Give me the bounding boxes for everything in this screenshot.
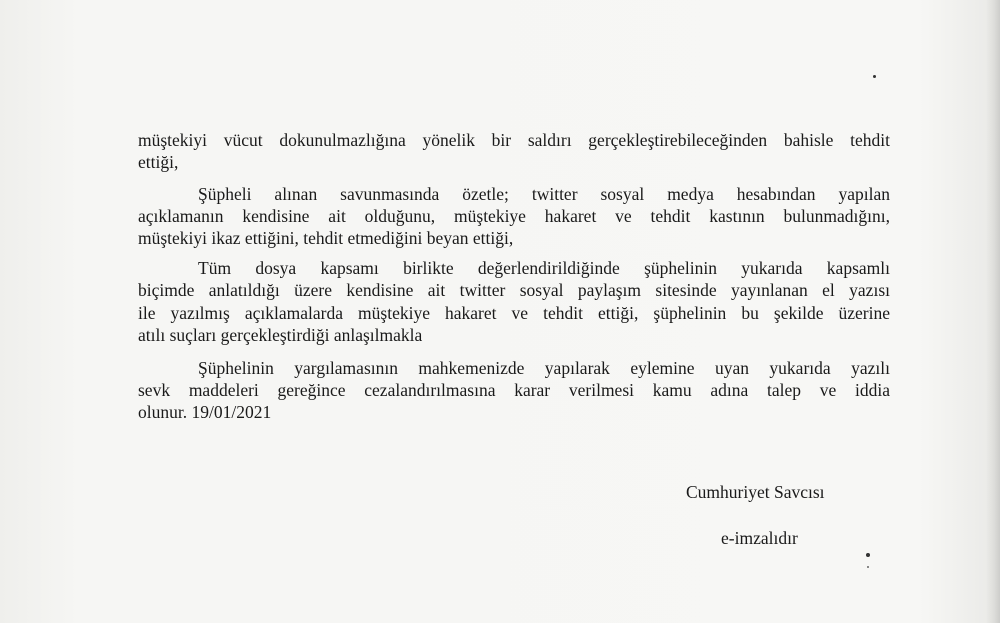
paragraph-1-line-2: ettiği, <box>138 152 179 172</box>
paragraph-3-line-4: atılı suçları gerçekleştirdiği anlaşılmakla <box>138 325 423 345</box>
paragraph-2-line-2: açıklamanın kendisine ait olduğunu, müştekiye hakaret ve tehdit kastının bulunmadığını, <box>138 206 890 226</box>
paragraph-3-line-3: ile yazılmış açıklamalarda müştekiye hakaret ve tehdit ettiği, şüphelinin bu şekilde üzerine <box>138 303 890 323</box>
paragraph-4-line-1: Şüphelinin yargılamasının mahkemenizde yapılarak eylemine uyan yukarıda yazılı <box>198 358 890 378</box>
paragraph-3-line-1: Tüm dosya kapsamı birlikte değerlendirildiğinde şüphelinin yukarıda kapsamlı <box>198 258 890 278</box>
paragraph-1-line-1: müştekiyi vücut dokunulmazlığına yönelik bir saldırı gerçekleştirebileceğinden bahisle tehdit <box>138 130 890 150</box>
e-signature-note: e-imzalıdır <box>721 528 798 548</box>
paragraph-4-line-2: sevk maddeleri gereğince cezalandırılmasına karar verilmesi kamu adına talep ve iddia <box>138 380 890 400</box>
paragraph-3-line-2: biçimde anlatıldığı üzere kendisine ait twitter sosyal paylaşım sitesinde yayınlanan el yazısı <box>138 280 890 300</box>
paragraph-4-line-3: olunur. 19/01/2021 <box>138 402 272 422</box>
scan-speck <box>866 553 870 557</box>
paragraph-2-line-3: müştekiyi ikaz ettiğini, tehdit etmediğini beyan ettiği, <box>138 228 514 248</box>
paragraph-2-line-1: Şüpheli alınan savunmasında özetle; twitter sosyal medya hesabından yapılan <box>198 184 890 204</box>
prosecutor-title: Cumhuriyet Savcısı <box>686 482 825 502</box>
page-edge-shadow <box>986 0 1000 623</box>
scan-speck <box>873 75 876 78</box>
scan-speck <box>867 566 869 568</box>
